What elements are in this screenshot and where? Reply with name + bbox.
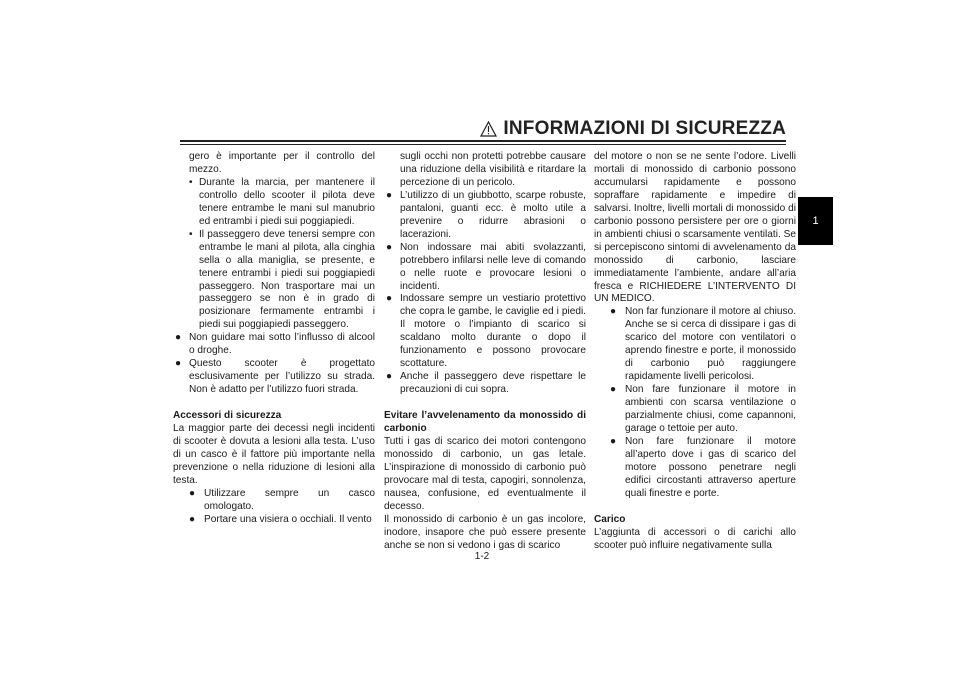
list-item-text: Non guidare mai sotto l’influsso di alcool o droghe. [189,332,375,357]
list-item-text: Non far funzionare il motore al chiuso. Anche se si cerca di dissipare i gas di scarico del motore con ventilatori o aprendo finestre e porte, il monossido di carbonio può raggiungere rapidamente livelli pericolosi. [625,306,796,383]
warning-triangle-icon [480,121,497,137]
list-item [384,371,586,397]
bullet-dot: ● [175,358,182,370]
list-item [173,514,375,527]
bullet-dash: • [189,228,193,240]
list-item-text: Non fare funzionare il motore in ambienti con scarsa ventilazione o parzialmente chiusi, come capannoni, garage o tettoie per auto. [625,384,796,435]
header-rule-thick [180,140,786,142]
list-item [594,384,796,436]
bullet-dot: ● [610,384,617,396]
bullet-dot: ● [386,189,393,201]
list-item-text: Indossare sempre un vestiario protettivo che copra le gambe, le caviglie ed i piedi. Il motore o l’impianto di scarico si scaldano molto durante o dopo il funzionamento e possono provocare scottature. [400,293,586,370]
page-title: INFORMAZIONI DI SICUREZZA [503,118,786,139]
list-item [594,436,796,501]
list-item [594,306,796,384]
chapter-tab-label: 1 [812,215,819,227]
section-text: L’aggiunta di accessori o di carichi allo scooter può influire negativamente sulla [594,526,796,551]
list-item-text: L’utilizzo di un giubbotto, scarpe robuste, pantaloni, guanti ecc. è molto utile a prevenire o ridurre abrasioni o lacerazioni. [400,189,586,240]
continued-text: gero è importante per il controllo del mezzo. [189,151,375,175]
text-column-1 [173,151,375,527]
text-column-2 [384,151,586,553]
section-text: Il monossido di carbonio è un gas incolore, inodore, insapore che può essere presente anche se non si vedono i gas di scarico [384,513,586,551]
section-text: La maggior parte dei decessi negli incidenti di scooter è dovuta a lesioni alla testa. L’uso di un casco è il fattore più importante nella prevenzione o nella riduzione di lesioni alla testa. [173,423,375,486]
bullet-dot: ● [189,487,196,499]
bullet-dot: ● [610,435,617,447]
bullet-dot: ● [175,332,182,344]
text-column-3 [594,151,796,553]
bullet-dot: ● [610,306,617,318]
list-item-text: Non fare funzionare il motore all’aperto dove i gas di scarico del motore possono penetrare negli edifici circostanti attraverso aperture quali finestre e porte. [625,435,796,499]
list-item [173,332,375,358]
bullet-dot: ● [386,371,393,383]
list-item [173,358,375,397]
page-number: 1-2 [474,551,490,562]
list-item-text: Il passeggero deve tenersi sempre con entrambe le mani al pilota, alla cinghia sella o alla maniglia, se presente, e tenere entrambi i piedi sui poggiapiedi passeggero. Non trasportare mai un passeggero se non è in grado di posizionare fermamente entrambi i piedi sui poggiapiedi passeggero. [199,228,375,331]
list-item [173,488,375,514]
list-item-text: Portare una visiera o occhiali. Il vento [204,513,372,525]
chapter-tab[interactable] [798,197,833,245]
bullet-dot: ● [386,241,393,253]
bullet-dash: • [189,176,193,188]
bullet-dot: ● [189,513,196,525]
header-rule-thin [180,144,786,145]
list-item [173,229,375,333]
list-item-text: Non indossare mai abiti svolazzanti, potrebbero infilarsi nelle leve di comando o nelle ruote e provocare lesioni o incidenti. [400,241,586,292]
list-item-text: Questo scooter è progettato esclusivamente per l’utilizzo su strada. Non è adatto per l’utilizzo fuori strada. [189,358,375,396]
list-item [384,242,586,294]
section-heading: Evitare l’avvelenamento da monossido di carbonio [384,410,586,435]
list-item-text: Utilizzare sempre un casco omologato. [204,487,375,512]
list-item [173,177,375,229]
list-item-text: Anche il passeggero deve rispettare le precauzioni di cui sopra. [400,371,586,396]
bullet-dot: ● [386,293,393,305]
continued-text: sugli occhi non protetti potrebbe causare una riduzione della visibilità e ritardare la percezione di un pericolo. [400,151,586,188]
list-item-text: Durante la marcia, per mantenere il controllo dello scooter il pilota deve tenere entrambe le mani sul manubrio ed entrambi i piedi sui poggiapiedi. [199,176,375,227]
page-header [480,118,786,140]
section-heading: Carico [594,513,626,525]
section-heading: Accessori di sicurezza [173,410,282,422]
list-item [384,293,586,371]
list-item [384,190,586,242]
continued-text: del motore o non se ne sente l’odore. Livelli mortali di monossido di carbonio possono accumularsi rapidamente e possono sopraffare rapidamente e impedire di salvarsi. Inoltre, livelli mortali di monossido di carbonio possono persistere per ore o giorni in ambienti chiusi o scarsamente ventilati. Se si percepiscono sintomi di avvelenamento da monossido di carbonio, lasciare immediatamente l’ambiente, andare all’aria fresca e RICHIEDERE L’INTERVENTO DI UN MEDICO. [594,151,796,305]
section-text: Tutti i gas di scarico dei motori contengono monossido di carbonio, un gas letale. L’inspirazione di monossido di carbonio può provocare mal di testa, capogiri, sonnolenza, nausea, confusione, ed eventualmente il decesso. [384,436,586,512]
